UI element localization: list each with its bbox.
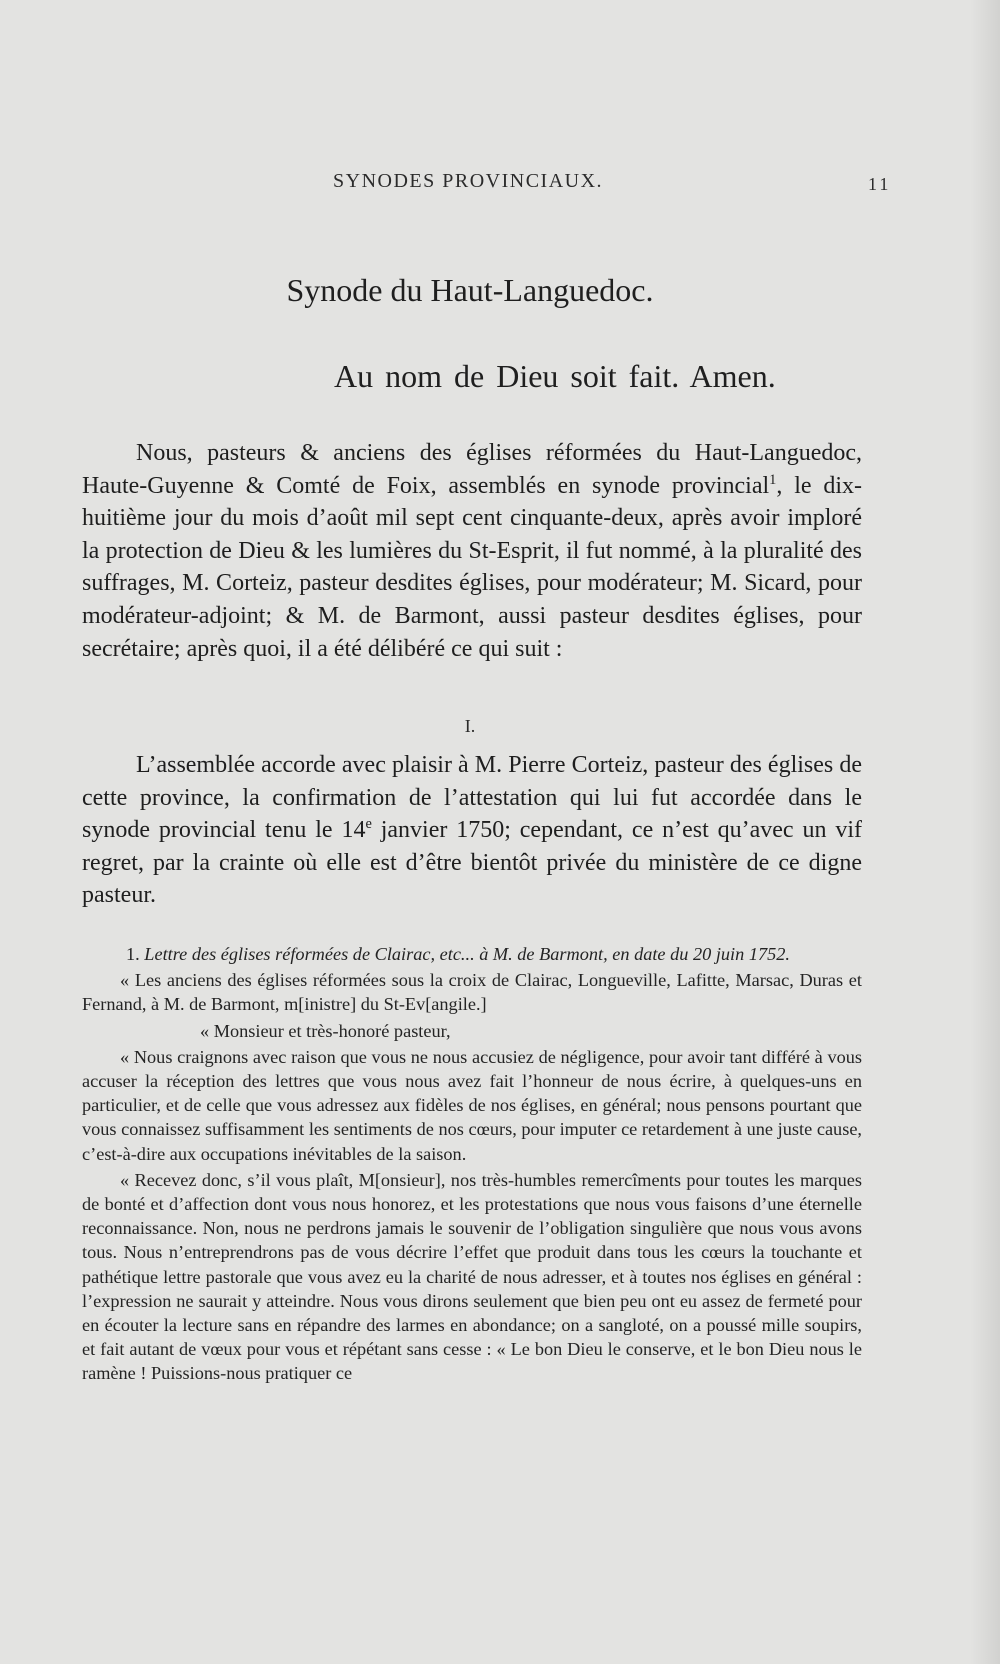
page-header [0,170,1000,204]
opening-paragraph [82,437,862,665]
footnote-address: « Les anciens des églises réformées sous la croix de Clairac, Longueville, Lafitte, Marsac, Duras et Fernand, à M. de Barmont, m[inistre] du St-Ev[angile.] [82,970,862,1015]
footnote-title-text: Lettre des églises réformées de Clairac, etc... à M. de Barmont, en date du 20 juin 1752. [144,944,790,964]
footnote-salutation: « Monsieur et très-honoré pasteur, [200,1020,451,1041]
invocation-line: Au nom de Dieu soit fait. Amen. [334,358,776,394]
footnote-paragraph-1: « Nous craignons avec raison que vous ne nous accusiez de négligence, pour avoir tant différé à vous accuser la réception des lettres que vous nous avez fait l’honneur de nous écrire, à quelques-uns en particulier, et de celle que vous adressez aux fidèles de nos églises, en général; nous pensons pourtant que vous connaissez suffisamment les sentiments de nos cœurs, pour imputer ce retardement à une juste cause, c’est-à-dire aux occupations inévitables de la saison. [82,1046,862,1164]
footnote [82,942,862,1386]
opening-text: Nous, pasteurs & anciens des églises réformées du Haut-Languedoc, Haute-Guyenne & Comté de Foix, assemblés en synode provincial [82,440,862,499]
page-number: 11 [868,174,892,194]
article-paragraph [82,749,862,912]
article-number: I. [464,716,476,736]
ordinal-superscript: e [365,816,372,833]
article-text: L’assemblée accorde avec plaisir à M. Pierre Corteiz, pasteur des églises de cette province, la confirmation de l’attestation qui lui fut accordée dans le synode provincial tenu le 14 [82,752,862,844]
running-head: SYNODES PROVINCIAUX. [333,170,604,192]
article-text-continued: janvier 1750; cependant, ce n’est qu’avec un vif regret, par la crainte où elle est d’être bientôt privée du ministère de ce digne pasteur. [82,817,862,909]
footnote-number: 1. [126,944,140,964]
footnote-reference[interactable]: 1 [769,471,777,488]
footnote-title [82,942,862,966]
section-title: Synode du Haut-Languedoc. [286,272,654,308]
footnote-paragraph-2: « Recevez donc, s’il vous plaît, M[onsieur], nos très-humbles remercîments pour toutes les marques de bonté et d’affection dont vous nous honorez, et les protestations que nous vous faisons d’une éternelle reconnaissance. Non, nous ne perdrons jamais le souvenir de l’obligation singulière que nous vous avons tous. Nous n’entreprendrons pas de vous décrire l’effet que produit dans tous les cœurs la touchante et pathétique lettre pastorale que vous avez eu la charité de nous adresser, et à toutes nos églises en général : l’expression ne saurait y atteindre. Nous vous dirons seulement que bien peu ont eu assez de fermeté pour en écouter la lecture sans en répandre des larmes en abondance; on a sangloté, on a poussé mille soupirs, et fait autant de vœux pour vous et répétant sans cesse : « Le bon Dieu le conserve, et le bon Dieu nous le ramène ! Puissions-nous pratiquer ce [82,1169,862,1384]
opening-text-continued: , le dix-huitième jour du mois d’août mil sept cent cinquante-deux, après avoir imploré la protection de Dieu & les lumières du St-Esprit, il fut nommé, à la pluralité des suffrages, M. Corteiz, pasteur desdites églises, pour modérateur; M. Sicard, pour modérateur-adjoint; & M. de Barmont, aussi pasteur desdites églises, pour secrétaire; après quoi, il a été délibéré ce qui suit : [82,472,862,662]
